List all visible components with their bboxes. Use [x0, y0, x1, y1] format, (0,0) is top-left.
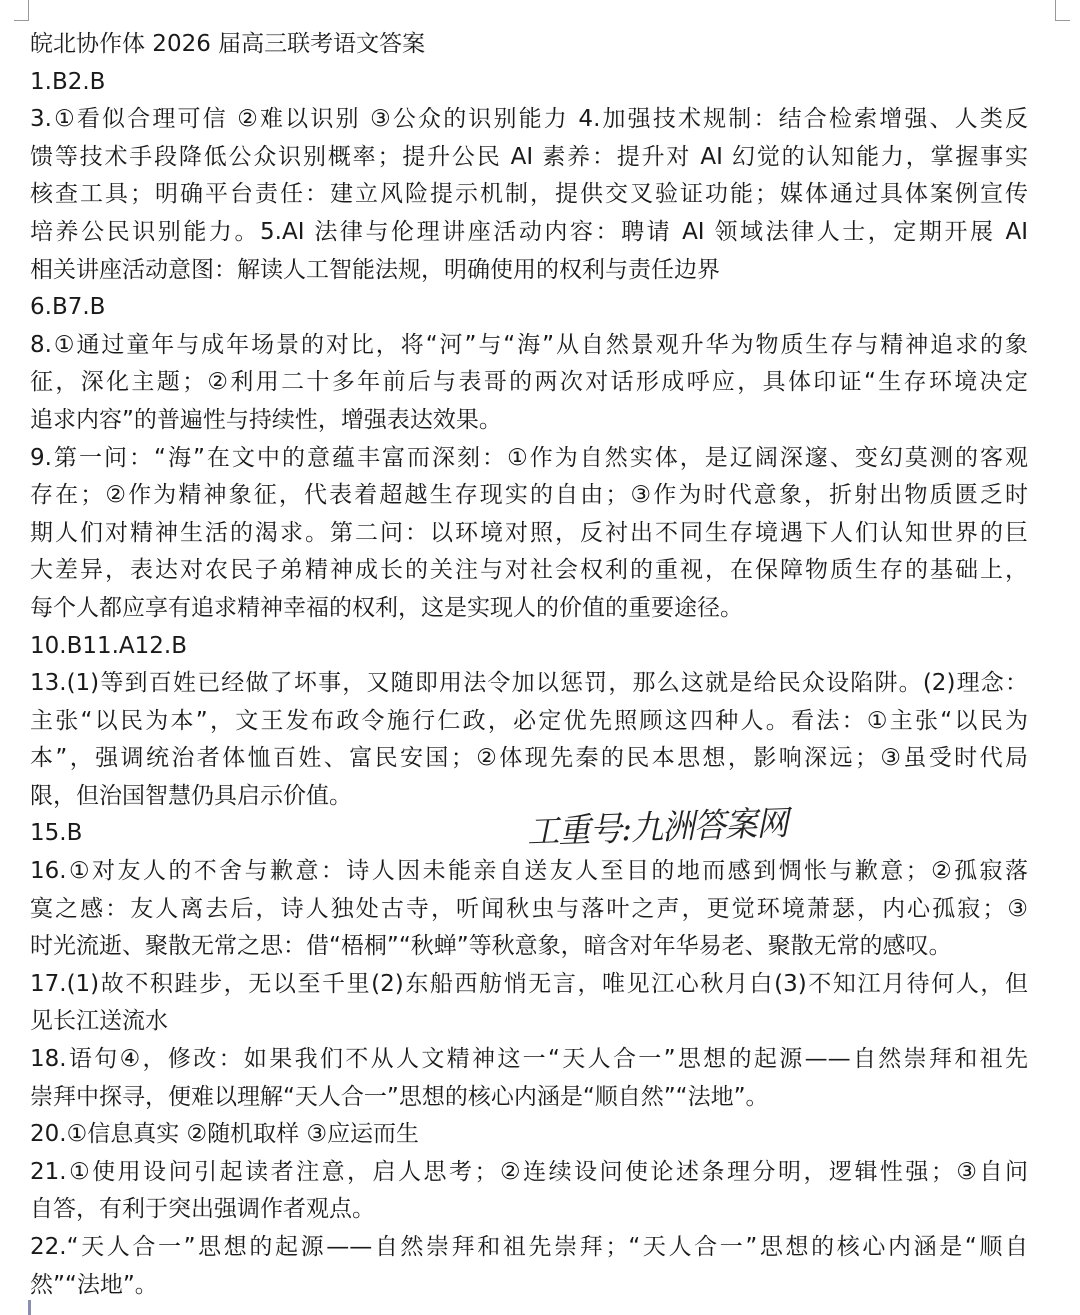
text-line: 3.①看似合理可信 ②难以识别 ③公众的识别能力 4.加强技术规制：结合检索增强、人类反: [30, 106, 1028, 133]
document-title: 皖北协作体 2026 届高三联考语文答案: [30, 31, 426, 57]
text-line: 10.B11.A12.B: [30, 632, 188, 659]
answer-paragraph: [30, 1229, 1028, 1304]
answer-paragraph: [30, 665, 1028, 815]
text-line: 馈等技术手段降低公众识别概率；提升公民 AI 素养：提升对 AI 幻觉的认知能力，掌握事实: [30, 143, 1028, 170]
text-line: 征，深化主题；②利用二十多年前后与表哥的两次对话形成呼应，具体印证“生存环境决定: [30, 369, 1028, 396]
text-line: 时光流逝、聚散无常之思：借“梧桐”“秋蝉”等秋意象，暗含对年华易老、聚散无常的感叹。: [30, 933, 952, 960]
text-line: 主张“以民为本”，文王发布政令施行仁政，必定优先照顾这四种人。看法：①主张“以民为: [30, 707, 1028, 734]
text-line: 16.①对友人的不舍与歉意：诗人因未能亲自送友人至目的地而感到惆怅与歉意；②孤寂落: [30, 858, 1028, 885]
answer-paragraph: [30, 101, 1028, 289]
answer-paragraph: [30, 64, 1028, 102]
text-line: 寞之感：友人离去后，诗人独处古寺，听闻秋虫与落叶之声，更觉环境萧瑟，内心孤寂；③: [30, 895, 1028, 922]
answer-paragraph: [30, 327, 1028, 440]
text-cursor: [28, 1300, 31, 1315]
text-line: 本”，强调统治者体恤百姓、富民安国；②体现先秦的民本思想，影响深远；③虽受时代局: [30, 745, 1028, 772]
handwritten-watermark: 工重号:九洲答案网: [526, 803, 789, 853]
text-line: 22.“天人合一”思想的起源——自然崇拜和祖先崇拜；“天人合一”思想的核心内涵是“顺自: [30, 1234, 1028, 1260]
text-line: 9.第一问：“海”在文中的意蕴丰富而深刻：①作为自然实体，是辽阔深邃、变幻莫测的客观: [30, 444, 1028, 471]
text-line: 追求内容”的普遍性与持续性，增强表达效果。: [30, 406, 502, 433]
answer-paragraph: [30, 440, 1028, 628]
answer-paragraph: [30, 628, 1028, 666]
text-line: 核查工具；明确平台责任：建立风险提示机制，提供交叉验证功能；媒体通过具体案例宣传: [30, 181, 1028, 208]
text-line: 培养公民识别能力。5.AI 法律与伦理讲座活动内容：聘请 AI 领域法律人士，定期开展 AI: [30, 218, 1028, 245]
text-line: 21.①使用设问引起读者注意，启人思考；②连续设问使论述条理分明，逻辑性强；③自问: [30, 1158, 1028, 1185]
text-line: 崇拜中探寻，便难以理解“天人合一”思想的核心内涵是“顺自然”“法地”。: [30, 1083, 769, 1110]
text-line: 限，但治国智慧仍具启示价值。: [30, 782, 352, 809]
document-body: [30, 26, 1028, 1304]
answer-paragraph: [30, 853, 1028, 966]
text-line: 17.(1)故不积跬步，无以至千里(2)东船西舫悄无言，唯见江心秋月白(3)不知江月待何人，但: [30, 970, 1028, 997]
text-line: 每个人都应享有追求精神幸福的权利，这是实现人的价值的重要途径。: [30, 594, 743, 621]
text-line: 1.B2.B: [30, 68, 106, 95]
text-line: 20.①信息真实 ②随机取样 ③应运而生: [30, 1121, 420, 1148]
text-line: 大差异，表达对农民子弟精神成长的关注与对社会权利的重视，在保障物质生存的基础上，: [30, 557, 1028, 584]
page-corner-mark-right: [1055, 0, 1070, 21]
text-line: 15.B: [30, 820, 83, 847]
text-line: 见长江送流水: [30, 1008, 168, 1035]
text-line: 13.(1)等到百姓已经做了坏事，又随即用法令加以惩罚，那么这就是给民众设陷阱。(2)理念：: [30, 670, 1028, 697]
text-line: 然”“法地”。: [30, 1271, 158, 1298]
text-line: 18.语句④，修改：如果我们不从人文精神这一“天人合一”思想的起源——自然崇拜和祖先: [30, 1046, 1028, 1073]
text-line: 期人们对精神生活的渴求。第二问：以环境对照，反衬出不同生存境遇下人们认知世界的巨: [30, 519, 1028, 546]
text-line: 自答，有利于突出强调作者观点。: [30, 1196, 375, 1223]
answer-paragraph: [30, 1041, 1028, 1116]
text-line: 6.B7.B: [30, 294, 106, 321]
text-line: 存在；②作为精神象征，代表着超越生存现实的自由；③作为时代意象，折射出物质匮乏时: [30, 482, 1028, 509]
answer-paragraph: [30, 289, 1028, 327]
text-line: 相关讲座活动意图：解读人工智能法规，明确使用的权利与责任边界: [30, 256, 720, 283]
page-corner-mark-left: [14, 0, 29, 21]
answer-paragraph: [30, 1154, 1028, 1229]
answer-paragraph: [30, 1116, 1028, 1154]
text-line: 8.①通过童年与成年场景的对比，将“河”与“海”从自然景观升华为物质生存与精神追求的象: [30, 331, 1028, 358]
answer-paragraph: [30, 966, 1028, 1041]
